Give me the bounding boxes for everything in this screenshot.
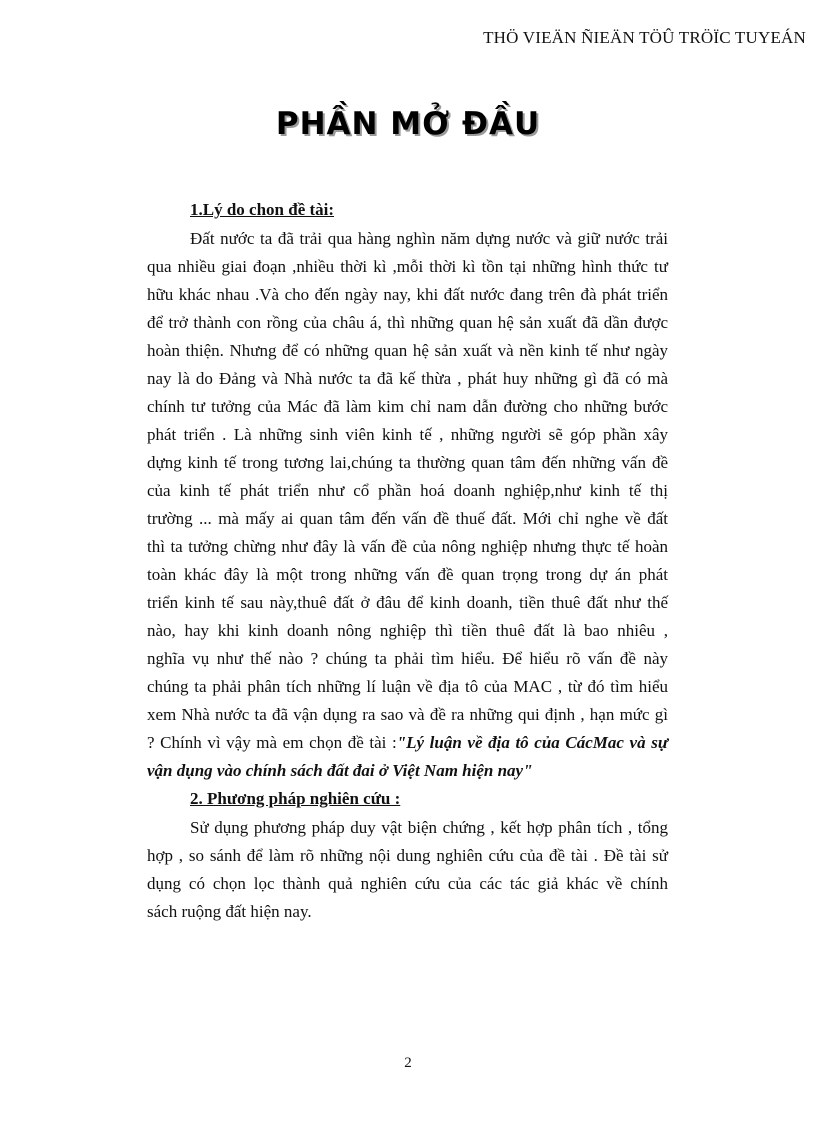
paragraph-line: qua nhiều giai đoạn ,nhiều thời kì ,mỗi thời kì tồn tại những hình thức tư — [147, 257, 668, 276]
paragraph-line: chính tư tưởng của Mác đã làm kim chỉ nam dẫn đường cho những bước — [147, 397, 668, 416]
paragraph-line-mixed — [147, 733, 668, 753]
paragraph-line: Sử dụng phương pháp duy vật biện chứng , kết hợp phân tích , tổng — [190, 818, 668, 837]
paragraph-line: thì ta tưởng chừng như đây là vấn đề của nông nghiệp nhưng thực tế hoàn — [147, 537, 668, 556]
page-title: PHẦN MỞ ĐẦU — [275, 106, 541, 142]
paragraph-line: hữu khác nhau .Và cho đến ngày nay, khi đất nước đang trên đà phát triển — [147, 285, 668, 304]
paragraph-line: phát triển . Là những sinh viên kinh tế , những người sẽ góp phần xây — [147, 425, 668, 444]
running-header: THÖ VIEÄN ÑIEÄN TÖÛ TRÖÏC TUYEÁN — [483, 28, 806, 47]
paragraph-line: nào, hay khi kinh doanh nông nghiệp thì tiền thuê đất là bao nhiêu , — [147, 621, 668, 640]
paragraph-text: ? Chính vì vậy mà em chọn đề tài : — [147, 733, 397, 752]
paragraph-line: sách ruộng đất hiện nay. — [147, 902, 312, 921]
paragraph-line: hợp , so sánh để làm rõ những nội dung nghiên cứu của đề tài . Đề tài sử — [147, 846, 668, 865]
paragraph-line: hoàn thiện. Nhưng để có những quan hệ sản xuất và nền kinh tế như ngày — [147, 341, 668, 360]
paragraph-line: dụng có chọn lọc thành quả nghiên cứu của các tác giả khác về chính — [147, 874, 668, 893]
paragraph-line: để trở thành con rồng của châu á, thì những quan hệ sản xuất đã dần được — [147, 313, 668, 332]
paragraph-line: triển kinh tế sau này,thuê đất ở đâu để kinh doanh, tiền thuê đất như thế — [147, 593, 668, 612]
paragraph-line: nghĩa vụ như thế nào ? chúng ta phải tìm hiểu. Để hiểu rõ vấn đề này — [147, 649, 668, 668]
paragraph-line: chúng ta phải phân tích những lí luận về địa tô của MAC , từ đó tìm hiểu — [147, 677, 668, 696]
paragraph-line: nay là do Đảng và Nhà nước ta đã kế thừa , phát huy những gì đã có mà — [147, 369, 668, 388]
paragraph-line: xem Nhà nước ta đã vận dụng ra sao và đề ra những qui định , hạn mức gì — [147, 705, 668, 724]
thesis-title-start: "Lý luận về địa tô của CácMac và sự — [396, 733, 668, 752]
paragraph-line: của kinh tế phát triển như cổ phần hoá doanh nghiệp,như kinh tế thị — [147, 481, 668, 500]
section-2-heading: 2. Phương pháp nghiên cứu : — [190, 789, 401, 808]
paragraph-line: Đất nước ta đã trải qua hàng nghìn năm dựng nước và giữ nước trải — [190, 229, 668, 248]
paragraph-line: toàn khác đây là một trong những vấn đề quan trọng trong dự án phát — [147, 565, 668, 584]
paragraph-line: dựng kinh tế trong tương lai,chúng ta thường quan tâm đến những vấn đề — [147, 453, 668, 472]
thesis-title-end: vận dụng vào chính sách đất đai ở Việt Nam hiện nay" — [147, 761, 533, 780]
section-1-heading: 1.Lý do chon đề tài: — [190, 200, 335, 219]
page-number: 2 — [404, 1055, 412, 1071]
paragraph-line: trường ... mà mấy ai quan tâm đến vấn đề thuế đất. Mới chỉ nghe về đất — [147, 509, 668, 528]
